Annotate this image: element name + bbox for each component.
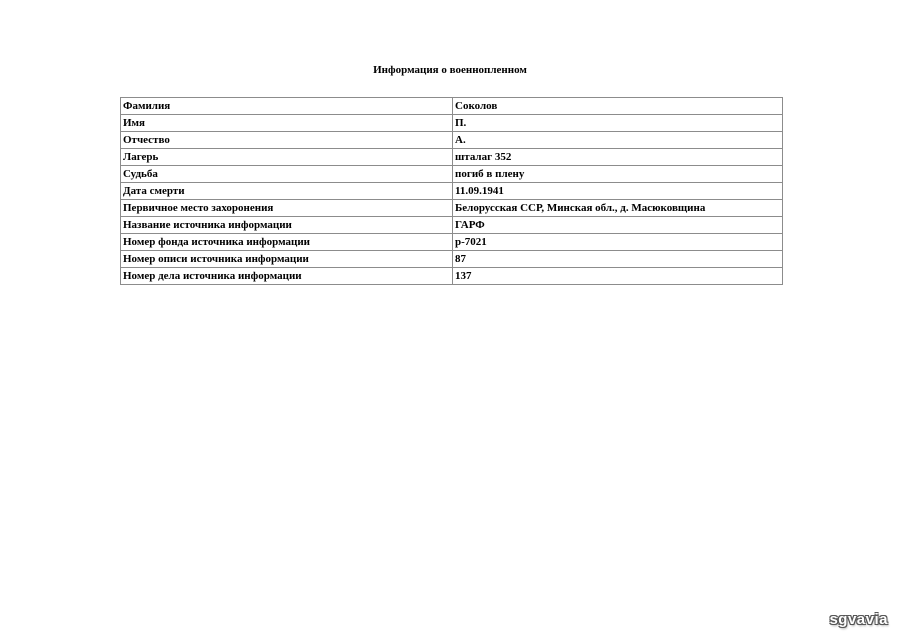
row-value: Белорусская ССР, Минская обл., д. Масюковщина (453, 200, 783, 217)
row-label: Имя (121, 115, 453, 132)
row-label: Лагерь (121, 149, 453, 166)
table-row-camp (121, 149, 783, 166)
row-value: шталаг 352 (453, 149, 783, 166)
row-value: 11.09.1941 (453, 183, 783, 200)
row-label: Отчество (121, 132, 453, 149)
row-label: Номер описи источника информации (121, 251, 453, 268)
table-row-file-number (121, 268, 783, 285)
table-row-fate (121, 166, 783, 183)
watermark-logo: sgvavia (829, 611, 888, 628)
prisoner-info-table (120, 97, 783, 285)
table-row-fond-number (121, 234, 783, 251)
table-row-patronymic (121, 132, 783, 149)
document-title: Информация о военнопленном (373, 64, 527, 76)
row-label: Дата смерти (121, 183, 453, 200)
table-row-burial-place (121, 200, 783, 217)
table-row-death-date (121, 183, 783, 200)
row-value: П. (453, 115, 783, 132)
row-value: 87 (453, 251, 783, 268)
table-row-source-name (121, 217, 783, 234)
row-value: Соколов (453, 98, 783, 115)
table-row-surname (121, 98, 783, 115)
row-label: Номер дела источника информации (121, 268, 453, 285)
row-value: погиб в плену (453, 166, 783, 183)
row-label: Судьба (121, 166, 453, 183)
table-row-first-name (121, 115, 783, 132)
row-label: Фамилия (121, 98, 453, 115)
row-label: Название источника информации (121, 217, 453, 234)
row-value: А. (453, 132, 783, 149)
row-label: Номер фонда источника информации (121, 234, 453, 251)
table-row-inventory-number (121, 251, 783, 268)
row-value: р-7021 (453, 234, 783, 251)
row-value: ГАРФ (453, 217, 783, 234)
row-value: 137 (453, 268, 783, 285)
row-label: Первичное место захоронения (121, 200, 453, 217)
